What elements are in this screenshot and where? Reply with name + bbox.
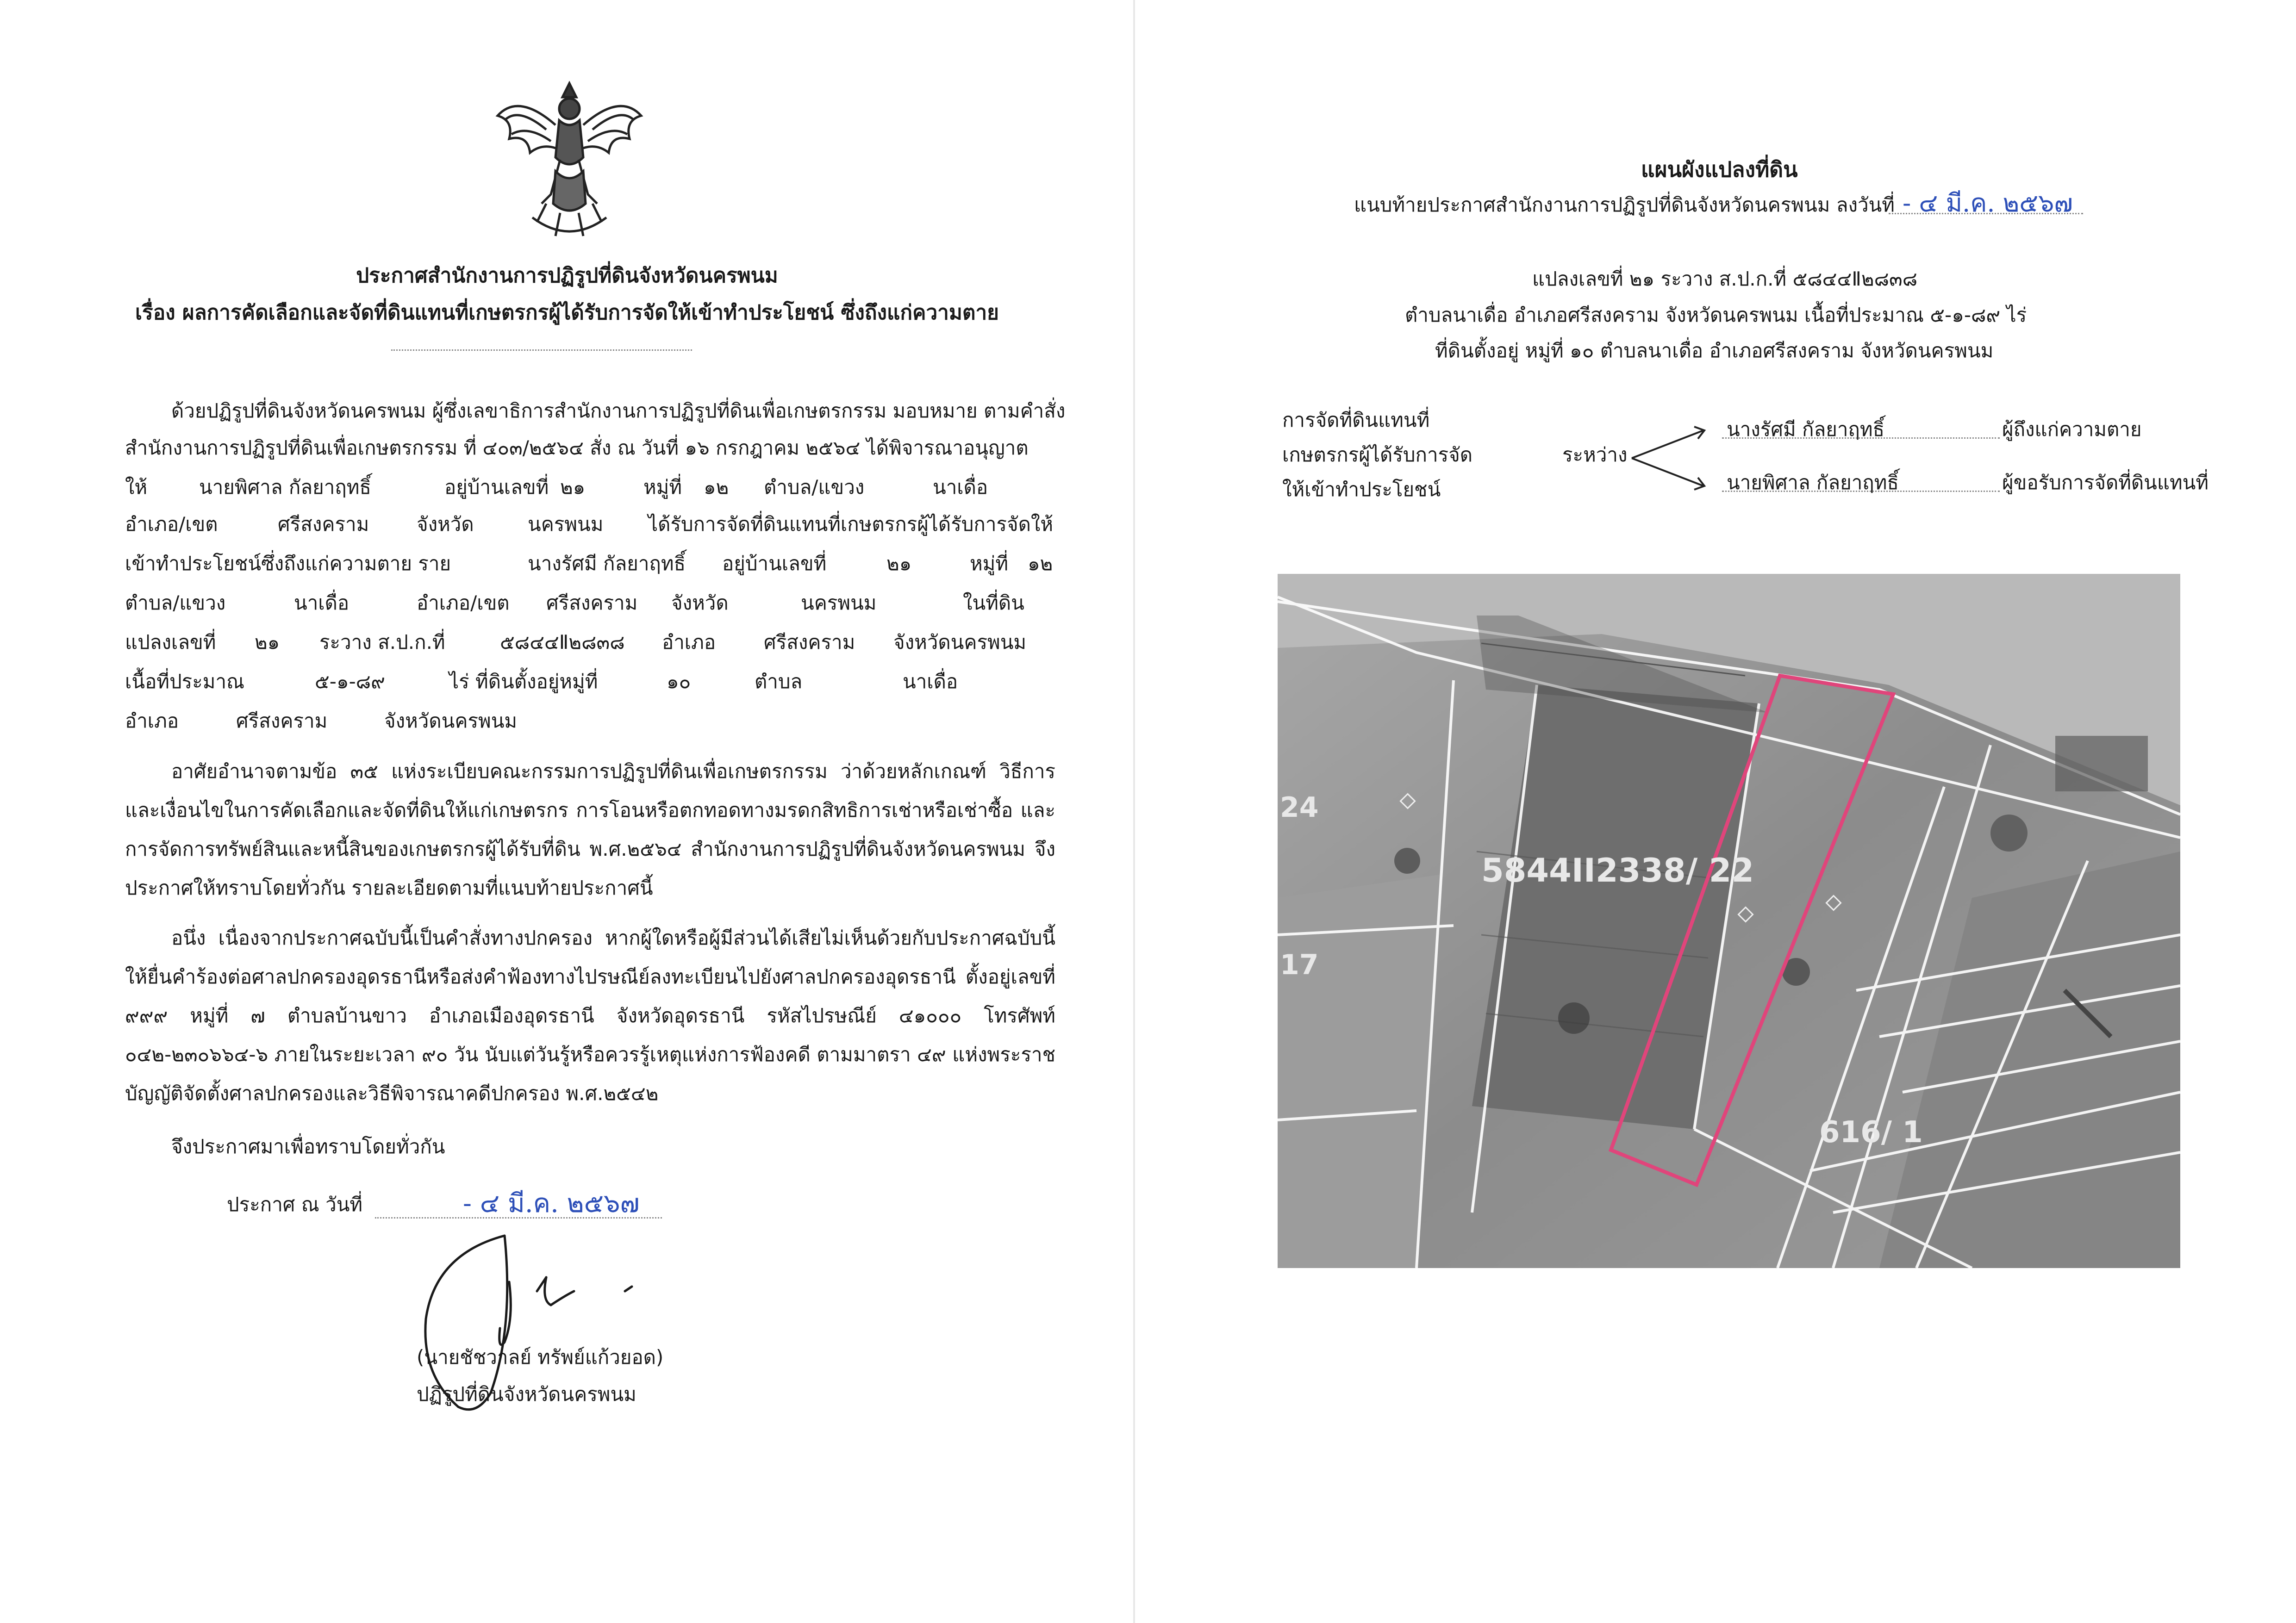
l3-name: นายพิศาล กัลยาฤทธิ์ [199, 476, 372, 498]
l3-tambon-value: นาเดื่อ [933, 476, 988, 498]
l9-amphoe: อำเภอ [125, 709, 179, 732]
location-line: ตำบลนาเดื่อ อำเภอศรีสงคราม จังหวัดนครพนม เนื้อที่ประมาณ ๕-๑-๘๙ ไร่ [1405, 304, 2027, 326]
map-label-616: 616/ 1 [1819, 1115, 1923, 1150]
paragraph-closing: จึงประกาศมาเพื่อทราบโดยทั่วกัน [171, 1135, 445, 1158]
attach-date-handwritten: - ๔ มี.ค. ๒๕๖๗ [1903, 188, 2073, 218]
l4-rest: ได้รับการจัดที่ดินแทนที่เกษตรกรผู้ได้รับการจัดให้ [648, 513, 1054, 535]
p1-line2: สำนักงานการปฏิรูปที่ดินเพื่อเกษตรกรรม ที่ ๔๐๓/๒๕๖๔ สั่ง ณ วันที่ ๑๖ กรกฎาคม ๒๕๖๔ ได้พิจารณาอนุญาต [125, 436, 1029, 459]
announcement-page [0, 0, 1134, 1623]
l9-province: จังหวัดนครพนม [384, 709, 518, 732]
l7-amphoe: อำเภอ [662, 631, 716, 653]
map-label-24: 24 [1280, 791, 1319, 824]
plot-line: แปลงเลขที่ ๒๑ ระวาง ส.ป.ก.ที่ ๕๘๔๔Ⅱ๒๘๓๘ [1532, 267, 1918, 290]
l5-house-value: ๒๑ [886, 552, 912, 575]
l7-amphoe-value: ศรีสงคราม [764, 631, 855, 653]
announcement-heading: ประกาศสำนักงานการปฏิรูปที่ดินจังหวัดนครพนม [356, 264, 778, 287]
l3-moo: หมู่ที่ [643, 476, 682, 498]
attach-line: แนบท้ายประกาศสำนักงานการปฏิรูปที่ดินจังหวัดนครพนม ลงวันที่ [1354, 193, 1895, 216]
l8-rai: ไร่ ที่ดินตั้งอยู่หมู่ที่ [449, 670, 598, 693]
person1-name: นางรัศมี กัลยาฤทธิ์ [1727, 418, 1885, 441]
date-dotline [375, 1217, 662, 1219]
l8-area-value: ๕-๑-๘๙ [315, 670, 385, 693]
l6-rest: ในที่ดิน [963, 591, 1024, 614]
l8-area: เนื้อที่ประมาณ [125, 670, 244, 693]
l7-plot: แปลงเลขที่ [125, 631, 216, 653]
l8-tambon-value: นาเดื่อ [903, 670, 958, 693]
paragraph-authority: อาศัยอำนาจตามข้อ ๓๕ แห่งระเบียบคณะกรรมการปฏิรูปที่ดินเพื่อเกษตรกรรม ว่าด้วยหลักเกณฑ์ วิธีการ และเงื่อนไขในการคัดเลือกและจัดที่ดินให้แก่เกษตรกร การโอนหรือตกทอดทางมรดกสิทธิการเช่าหรือเช่าซื้อ และการจัดการทรัพย์สินและหนี้สินของเกษตรกรผู้ได้รับที่ดิน พ.ศ.๒๕๖๔ สำนักงานการปฏิรูปที่ดินจังหวัดนครพนม จึงประกาศให้ทราบโดยทั่วกัน รายละเอียดตามที่แนบท้ายประกาศนี้ [125, 760, 1055, 899]
l8-tambon: ตำบล [755, 670, 803, 693]
map-label-main: 5844II2338/ 22 [1481, 852, 1754, 889]
heading-divider [391, 349, 692, 351]
l3-house-value: ๒๑ [560, 476, 586, 498]
date-label: ประกาศ ณ วันที่ [227, 1193, 363, 1216]
person2-name: นายพิศาล กัลยาฤทธิ์ [1727, 471, 1899, 494]
l4-amphoe-value: ศรีสงคราม [278, 513, 369, 535]
paragraph-appeal: อนึ่ง เนื่องจากประกาศฉบับนี้เป็นคำสั่งทางปกครอง หากผู้ใดหรือผู้มีส่วนได้เสียไม่เห็นด้วยกับประกาศฉบับนี้ ให้ยื่นคำร้องต่อศาลปกครองอุดรธานีหรือส่งคำฟ้องทางไปรษณีย์ลงทะเบียนไปยังศาลปกครองอุดรธานี ตั้งอยู่เลขที่ ๙๙๙ หมู่ที่ ๗ ตำบลบ้านขาว อำเภอเมืองอุดรธานี จังหวัดอุดรธานี รหัสไปรษณีย์ ๔๑๐๐๐ โทรศัพท์ ๐๔๒-๒๓๐๖๖๔-๖ ภายในระยะเวลา ๙๐ วัน นับแต่วันรู้หรือควรรู้เหตุแห่งการฟ้องคดี ตามมาตรา ๔๙ แห่งพระราชบัญญัติจัดตั้งศาลปกครองและวิธีพิจารณาคดีปกครอง พ.ศ.๒๕๔๒ [125, 927, 1055, 1105]
l6-tambon: ตำบล/แขวง [125, 591, 226, 614]
l9-amphoe-value: ศรีสงคราม [236, 709, 328, 732]
l7-plot-value: ๒๑ [255, 631, 280, 653]
l5-name: นางรัศมี กัลยาฤทธิ์ [528, 552, 686, 575]
l4-province: จังหวัด [417, 513, 474, 535]
date-handwritten: - ๔ มี.ค. ๒๕๖๗ [463, 1188, 640, 1219]
person2-role: ผู้ขอรับการจัดที่ดินแทนที่ [2002, 471, 2209, 494]
signer-name: (นายชัชวาลย์ ทรัพย์แก้วยอด) [417, 1346, 664, 1368]
arrows-icon [1629, 417, 1713, 500]
l3-to: ให้ [125, 476, 148, 498]
person2-dotline [1722, 491, 2000, 492]
aerial-plot-map [1278, 574, 2180, 1268]
l3-tambon: ตำบล/แขวง [764, 476, 865, 498]
l5-moo-value: ๑๒ [1028, 552, 1053, 575]
between-label: ระหว่าง [1562, 443, 1628, 466]
l5-house: อยู่บ้านเลขที่ [722, 552, 827, 575]
person1-role: ผู้ถึงแก่ความตาย [2002, 418, 2142, 441]
attach-date-dotline [1889, 213, 2083, 214]
l6-province-value: นครพนม [801, 591, 877, 614]
p1-line1: ด้วยปฏิรูปที่ดินจังหวัดนครพนม ผู้ซึ่งเลขาธิการสำนักงานการปฏิรูปที่ดินเพื่อเกษตรกรรม มอบหมาย ตามคำสั่ง [171, 399, 1066, 422]
l3-moo-value: ๑๒ [704, 476, 729, 498]
l6-tambon-value: นาเดื่อ [294, 591, 349, 614]
l6-province: จังหวัด [671, 591, 729, 614]
l3-house: อยู่บ้านเลขที่ [444, 476, 549, 498]
signer-title: ปฏิรูปที่ดินจังหวัดนครพนม [417, 1383, 636, 1405]
l4-province-value: นครพนม [528, 513, 604, 535]
l4-amphoe: อำเภอ/เขต [125, 513, 218, 535]
garuda-emblem-icon [491, 65, 648, 245]
l7-province: จังหวัดนครพนม [893, 631, 1027, 653]
l7-rawang-value: ๕๘๔๔Ⅱ๒๘๓๘ [500, 631, 625, 653]
l6-amphoe-value: ศรีสงคราม [546, 591, 638, 614]
allocation-label-2: เกษตรกรผู้ได้รับการจัด [1282, 443, 1472, 466]
l5-text: เข้าทำประโยชน์ซึ่งถึงแก่ความตาย ราย [125, 552, 451, 575]
l7-rawang: ระวาง ส.ป.ก.ที่ [319, 631, 445, 653]
announcement-subject: เรื่อง ผลการคัดเลือกและจัดที่ดินแทนที่เกษตรกรผู้ได้รับการจัดให้เข้าทำประโยชน์ ซึ่งถึงแก่ความตาย [135, 301, 999, 324]
l6-amphoe: อำเภอ/เขต [417, 591, 510, 614]
l8-moo-value: ๑๐ [667, 670, 691, 693]
selected-plot-outline [1278, 574, 2180, 1268]
person1-dotline [1722, 437, 2000, 439]
address-line: ที่ดินตั้งอยู่ หมู่ที่ ๑๐ ตำบลนาเดื่อ อำเภอศรีสงคราม จังหวัดนครพนม [1435, 339, 1994, 362]
allocation-label-3: ให้เข้าทำประโยชน์ [1282, 478, 1441, 501]
map-label-17: 17 [1280, 949, 1319, 981]
map-title: แผนผังแปลงที่ดิน [1641, 157, 1798, 182]
allocation-label-1: การจัดที่ดินแทนที่ [1282, 409, 1430, 431]
l5-moo: หมู่ที่ [970, 552, 1009, 575]
